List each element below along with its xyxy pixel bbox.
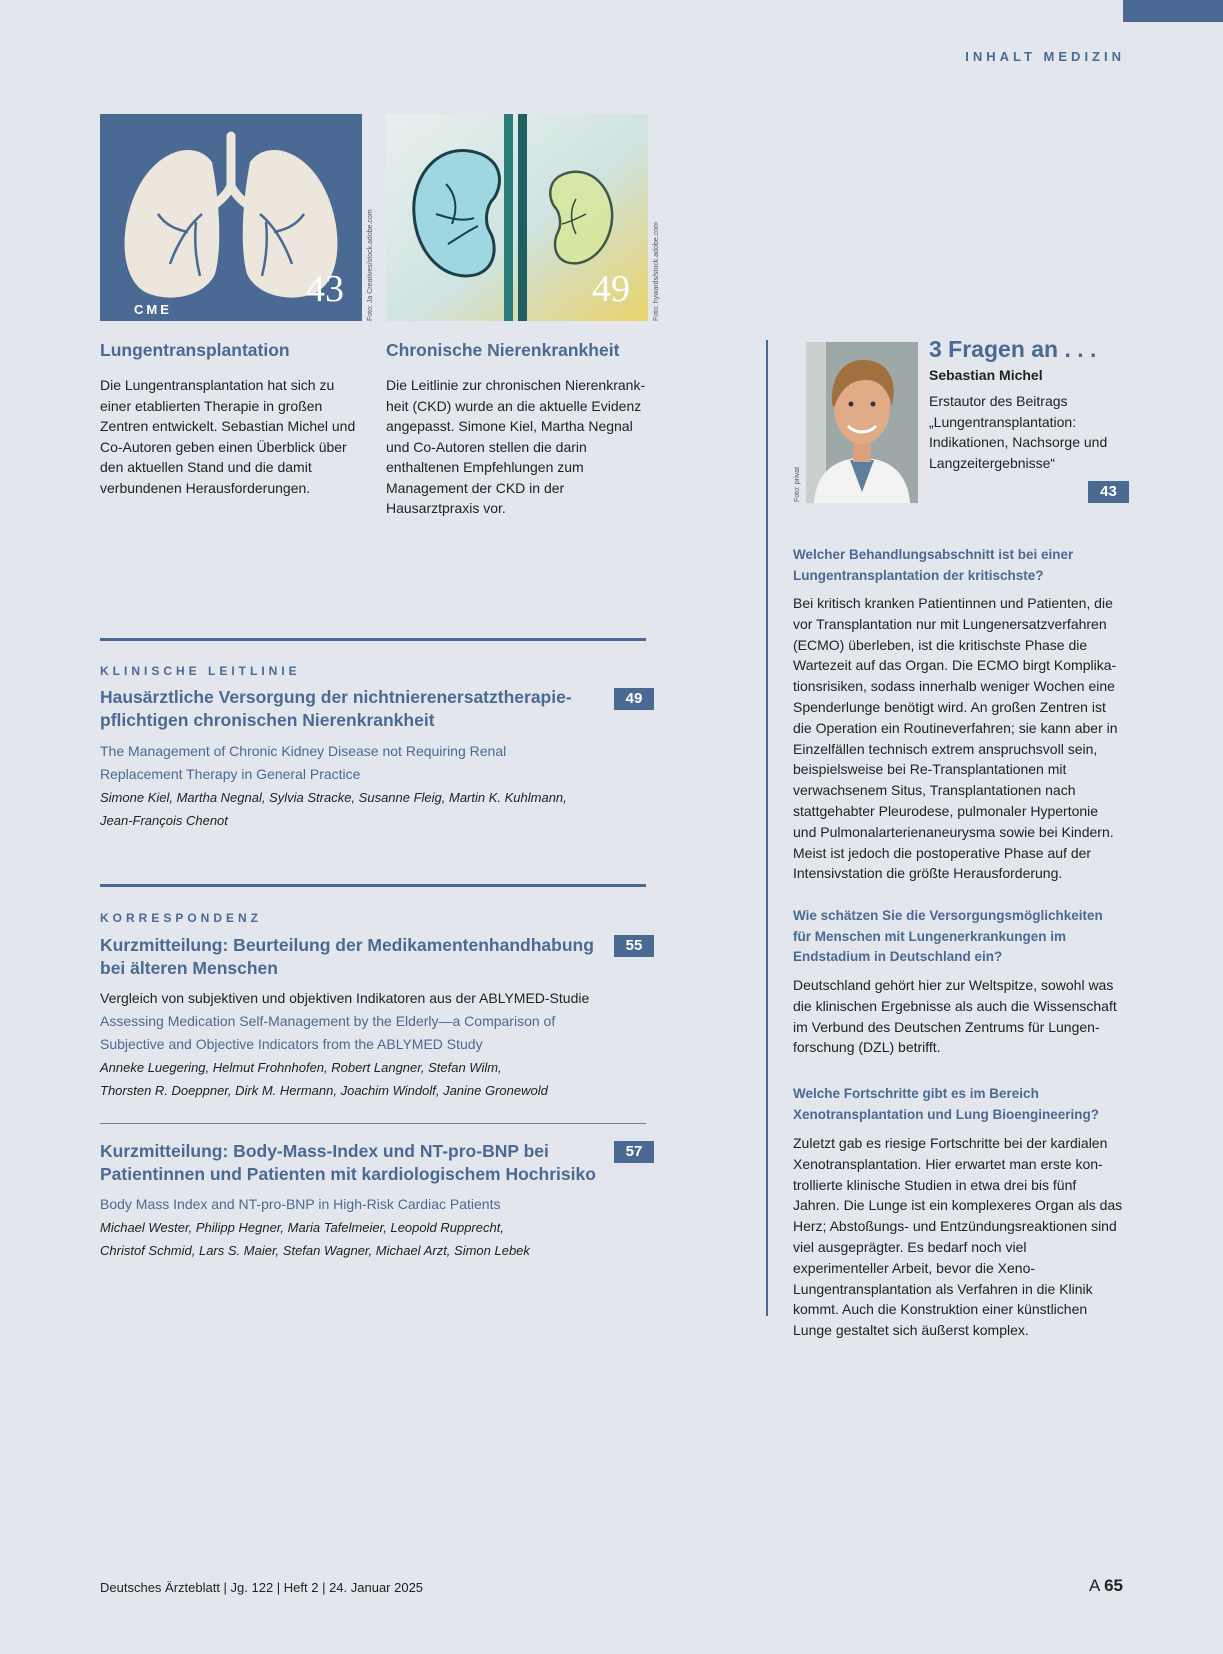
teaser-page-number: 43 (306, 268, 344, 310)
article-subtitle-en: Subjective and Objective Indicators from the ABLYMED Study (100, 1036, 483, 1052)
article-title[interactable]: Kurzmitteilung: Body-Mass-Index und NT-pro-BNP bei Patientinnen und Patienten mit kardiologischem Hochrisiko (100, 1141, 596, 1184)
article-title[interactable]: Hausärztliche Versorgung der nichtnierenersatztherapiepflichtigen chronischen Nierenkrankheit (100, 687, 572, 730)
interview-answer: Bei kritisch kranken Patientinnen und Patienten, die vor Transplantation nur mit Lungenersatzverfahren (ECMO) überleben, ist die kritischste Phase die Wartezeit auf das Organ. Die ECMO birgt Komplikationsrisiken, sodass innerhalb weniger Wochen eine Spenderlunge benötigt wird. An großen Zentren ist die Operation ein Routineverfahren; sie kann aber in Einzelfällen technisch extrem anspruchsvoll sein, beispielsweise bei Re-Transplantationen mit verwachsenem Situs, Transplantationen nach stattgehabter Pleurodese, pulmonaler Hypertonie und Pulmonalarterienaneurysma sowie bei Kindern. Meist ist jedoch die postoperative Phase auf der Intensivstation die größte Herausforderung. (793, 595, 1118, 882)
lung-illustration[interactable] (100, 114, 362, 321)
article-subtitle-en: The Management of Chronic Kidney Disease not Requiring Renal (100, 743, 507, 759)
interview-question: Welcher Behandlungsabschnitt ist bei einer Lungentransplantation der kritischste? (793, 547, 1074, 583)
section-heading: INHALT MEDIZIN (965, 49, 1125, 64)
teaser-text: Die Leitlinie zur chronischen Nierenkrankheit (CKD) wurde an die aktuelle Evidenz angepasst. Simone Kiel, Martha Negnal und Co-Autoren stellen die darin enthaltenen Empfehlungen zum Management der CKD in der Hausarztpraxis vor. (386, 377, 646, 516)
page-badge[interactable]: 55 (614, 935, 654, 957)
teaser-title[interactable]: Chronische Nierenkrankheit (386, 340, 620, 360)
photo-credit: Foto: hywards/stock.adobe.com (653, 222, 660, 321)
teaser-title[interactable]: Lungentransplantation (100, 340, 290, 360)
photo-credit: Foto: Ja Creatives/stock.adobe.com (367, 209, 374, 321)
article-authors: Michael Wester, Philipp Hegner, Maria Tafelmeier, Leopold Rupprecht, (100, 1220, 504, 1235)
page-badge[interactable]: 49 (614, 688, 654, 710)
kidney-illustration[interactable] (386, 114, 648, 321)
article-authors: Simone Kiel, Martha Negnal, Sylvia Stracke, Susanne Fleig, Martin K. Kuhlmann, (100, 790, 567, 805)
article-authors: Anneke Luegering, Helmut Frohnhofen, Robert Langner, Stefan Wilm, (100, 1060, 502, 1075)
page-number: 65 (1104, 1576, 1123, 1595)
article-authors: Jean-François Chenot (100, 813, 228, 828)
interview-answer: Zuletzt gab es riesige Fortschritte bei der kardialen Xenotransplantation. Hier erwartet man erste kontrollierte klinische Studien in etwa drei bis fünf Jahren. Die Lunge ist ein komplexeres Organ als das Herz; Abstoßungs- und Entzündungsreaktionen sind viel ausgeprägter. Es bedarf noch viel experimenteller Arbeit, bevor die Xeno-Lungentransplantation als Verfahren in die Klinik kommt. Auch die Konstruktion einer künstlichen Lunge gestaltet sich äußerst komplex. (793, 1135, 1123, 1339)
article-title[interactable]: Kurzmitteilung: Beurteilung der Medikamentenhandhabung bei älteren Menschen (100, 935, 594, 978)
cme-label: CME (134, 302, 172, 317)
article-authors: Thorsten R. Doeppner, Dirk M. Hermann, Joachim Windolf, Janine Gronewold (100, 1083, 548, 1098)
article-authors: Christof Schmid, Lars S. Maier, Stefan Wagner, Michael Arzt, Simon Lebek (100, 1243, 530, 1258)
article-category: KLINISCHE LEITLINIE (100, 664, 301, 678)
interviewee-description: Erstautor des Beitrags „Lungentransplantation: Indikationen, Nachsorge und Langzeitergebnisse“ (929, 393, 1108, 471)
section-divider (100, 1123, 646, 1124)
portrait-photo (806, 342, 918, 503)
page-badge[interactable]: 57 (614, 1141, 654, 1163)
article-category: KORRESPONDENZ (100, 911, 263, 925)
photo-credit: Foto: privat (794, 466, 801, 502)
teaser-page-number: 49 (592, 268, 630, 310)
teaser-text: Die Lungentransplantation hat sich zu einer etablierten Therapie in großen Zentren entwickelt. Sebastian Michel und Co-Autoren geben einen Überblick über den aktuellen Stand und die damit verbundenen Herausforderungen. (100, 377, 356, 496)
article-subtitle-en: Assessing Medication Self-Management by the Elderly—a Comparison of (100, 1013, 556, 1029)
interviewee-name: Sebastian Michel (929, 367, 1043, 383)
interview-heading: 3 Fragen an . . . (929, 336, 1097, 362)
section-divider (100, 884, 646, 887)
page-prefix: A (1088, 1576, 1100, 1595)
article-subtitle-en: Body Mass Index and NT-pro-BNP in High-Risk Cardiac Patients (100, 1196, 501, 1212)
article-subtitle-en: Replacement Therapy in General Practice (100, 766, 361, 782)
footer-page-number (1089, 1576, 1123, 1596)
page-badge[interactable]: 43 (1088, 481, 1129, 503)
section-divider (100, 638, 646, 641)
interview-answer: Deutschland gehört hier zur Weltspitze, sowohl was die klinischen Ergebnisse als auch die Wissenschaft im Verbund des Deutschen Zentrums für Lungenforschung (DZL) betrifft. (793, 977, 1117, 1056)
corner-tab (1123, 0, 1223, 22)
footer-citation: Deutsches Ärzteblatt | Jg. 122 | Heft 2 | 24. Januar 2025 (100, 1580, 424, 1595)
interview-question: Wie schätzen Sie die Versorgungsmöglichkeiten für Menschen mit Lungenerkrankungen im Endstadium in Deutschland ein? (793, 908, 1103, 964)
interview-question: Welche Fortschritte gibt es im Bereich Xenotransplantation und Lung Bioengineering? (793, 1086, 1099, 1122)
column-divider (766, 340, 768, 1316)
article-subtitle-de: Vergleich von subjektiven und objektiven Indikatoren aus der ABLYMED-Studie (100, 990, 590, 1006)
